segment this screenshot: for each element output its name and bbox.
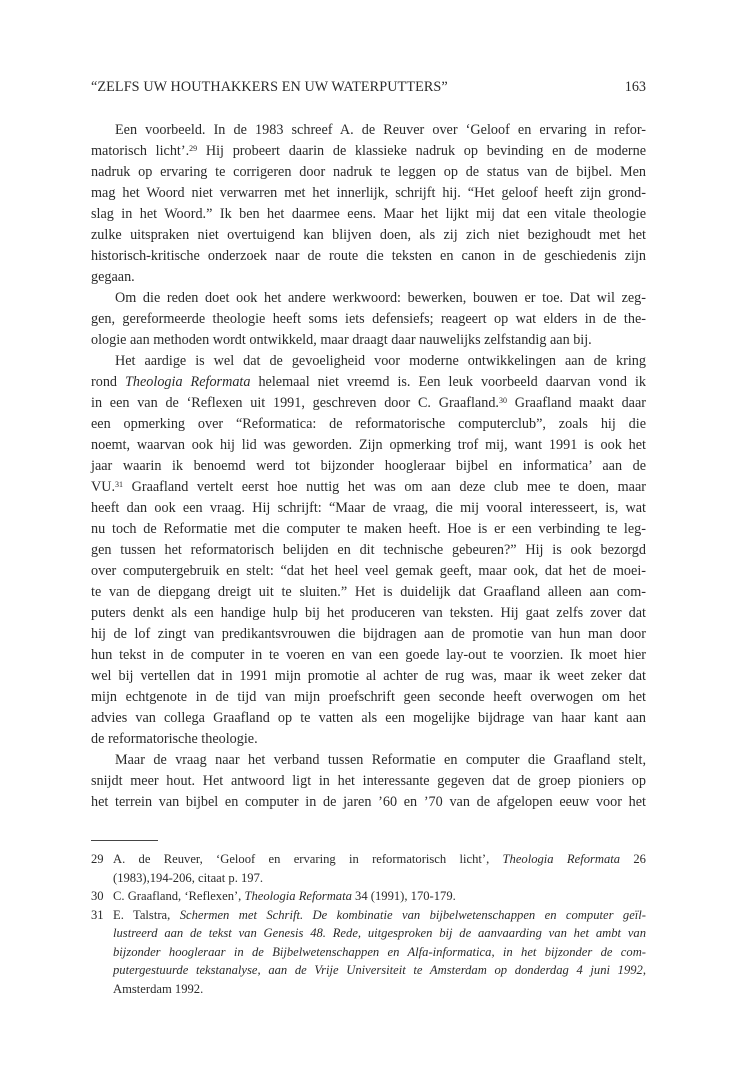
footnote-number: 31 [91, 907, 104, 922]
text-run: advies van collega Graafland op te vatten als een mogelijke bijdrage van haar kant aan [91, 710, 646, 726]
text-run: (1983),194-206, citaat p. 197. [113, 870, 264, 885]
text-run: matorisch licht’. [91, 143, 190, 159]
text-line [91, 141, 646, 162]
text-line [91, 750, 646, 771]
text-run: Om die reden doet ook het andere werkwoord: bewerken, bouwen er toe. Dat wil zeg- [115, 290, 646, 306]
italic-text: Theologia Reformata [125, 374, 251, 390]
text-run: Hij probeert daarin de klassieke nadruk op bevinding en de moderne [197, 143, 647, 159]
footnote-line [91, 924, 646, 943]
text-line [91, 393, 646, 414]
text-line [91, 288, 646, 309]
text-run: 34 (1991), 170-179. [351, 889, 456, 903]
footnote-separator [91, 840, 158, 841]
text-run: nu toch de Reformatie met die computer te maken heeft. Hoe is er een verbinding te leg- [91, 521, 646, 537]
text-run: helemaal niet vreemd is. Een leuk voorbeeld daarvan vond ik [250, 374, 646, 390]
text-run: in een van de ‘Reflexen uit 1991, geschreven door C. Graafland. [91, 395, 499, 411]
running-title: “ZELFS UW HOUTHAKKERS EN UW WATERPUTTERS” [91, 79, 448, 95]
text-run: rond [91, 374, 126, 390]
text-line [91, 246, 646, 267]
footnote-reference: 31 [115, 480, 124, 489]
text-run: A. de Reuver, ‘Geloof en ervaring in reformatorisch licht’, [113, 852, 503, 866]
text-run: puters denkt als een handige hulp bij het produceren van teksten. Hij gaat zelfs zover dat [91, 605, 646, 621]
text-run: jaar waarin ik benoemd werd tot bijzonder hoogleraar bijbel en informatica’ aan de [91, 458, 646, 474]
text-run: VU. [91, 479, 116, 495]
text-run: wel bij vertellen dat in 1991 mijn promotie al achter de rug was, maar ik weet zeker dat [91, 668, 646, 684]
footnote-line [91, 850, 646, 869]
text-line [91, 225, 646, 246]
body-text [91, 120, 646, 813]
text-run: nadruk op ervaring te corrigeren door nadruk te leggen op de status van de bijbel. Men [91, 164, 646, 180]
italic-text: lustreerd aan de tekst van Genesis 48. Rede, uitgesproken bij de aanvaarding van het ambt van [113, 926, 646, 940]
text-run: over computergebruik en stelt: “dat het heel veel gemak geeft, maar ook, dat het de moei- [91, 563, 646, 579]
italic-text: bijzonder hoogleraar in de Bijbelwetenschappen en Alfa-informatica, in het bijzonder de com- [113, 944, 646, 959]
text-run: hij de lof zingt van predikantsvrouwen die bijdragen aan de promotie van hun man door [91, 626, 646, 642]
text-line [91, 624, 646, 645]
text-line [91, 687, 646, 708]
footnote-reference: 30 [498, 396, 507, 405]
text-line [91, 414, 646, 435]
page-number: 163 [624, 79, 646, 95]
text-line [91, 498, 646, 519]
text-line [91, 120, 646, 141]
text-line [91, 519, 646, 540]
text-run: Graafland vertelt eerst hoe nuttig het was om aan deze club mee te doen, maar [123, 479, 646, 495]
footnote-reference: 29 [189, 144, 198, 153]
italic-text: Theologia Reformata [502, 852, 621, 866]
text-line [91, 267, 646, 288]
text-line [91, 435, 646, 456]
italic-text: putergestuurde tekstanalyse, aan de Vrije Universiteit te Amsterdam op donderdag 4 juni 1992 [113, 963, 643, 977]
italic-text: Schermen met Schrift. De kombinatie van bijbelwetenschappen en computer geïl- [179, 907, 646, 922]
text-run: C. Graafland, ‘Reflexen’, [113, 889, 245, 903]
text-line [91, 666, 646, 687]
text-run: hun tekst in de computer in te voeren en van een goede lay-out te voorzien. Ik moet hier [91, 647, 646, 663]
text-line [91, 372, 646, 393]
text-run: mag het Woord niet verwarren met het innerlijk, schrijft hij. “Het geloof heeft zijn grond- [91, 185, 646, 201]
text-run: snijdt meer hout. Het antwoord ligt in het interessante gegeven dat de groep pioniers op [91, 773, 646, 789]
text-line [91, 330, 646, 351]
text-run: een opmerking over “Reformatica: de reformatorische computerclub”, zoals hij die [91, 416, 646, 432]
text-line [91, 729, 646, 750]
text-run: 26 [620, 852, 646, 866]
footnote-line [91, 961, 646, 980]
footnote-line [91, 943, 646, 962]
text-run: Maar de vraag naar het verband tussen Reformatie en computer die Graafland stelt, [115, 752, 646, 768]
text-run: ologie aan methoden wordt ontwikkeld, maar draagt daar nauwelijks zelfstandig aan bij. [91, 332, 592, 348]
text-run: mijn echtgenote in de tijd van mijn proefschrift geen seconde heeft overwogen om het [91, 689, 646, 705]
text-line [91, 708, 646, 729]
text-run: heeft dan ook een vraag. Hij schrijft: “Maar de vraag, die mij vooral interesseert, is, wat [91, 500, 646, 516]
text-line [91, 792, 646, 813]
text-run: E. Talstra, [113, 907, 180, 922]
footnote-line [91, 887, 646, 906]
italic-text: Theologia Reformata [244, 889, 352, 903]
text-line [91, 309, 646, 330]
text-line [91, 561, 646, 582]
text-line [91, 456, 646, 477]
text-line [91, 477, 646, 498]
text-line [91, 540, 646, 561]
text-run: gegaan. [91, 269, 135, 285]
text-run: gen tussen het reformatorisch belijden en dit technische gebeuren?” Hij is ook bezorgd [91, 542, 646, 558]
footnote-line [91, 869, 646, 888]
text-line [91, 351, 646, 372]
text-run: Het aardige is wel dat de gevoeligheid voor moderne ontwikkelingen aan de kring [115, 353, 646, 369]
text-line [91, 771, 646, 792]
text-run: , [642, 963, 646, 977]
text-run: slag in het Woord.” Ik ben het daarmee eens. Maar het lijkt mij dat een vitale theologie [91, 206, 646, 222]
text-run: het terrein van bijbel en computer in de jaren ’60 en ’70 van de afgelopen eeuw voor het [91, 794, 646, 810]
footnote-line [91, 980, 646, 999]
footnote-line [91, 906, 646, 925]
text-run: historisch-kritische onderzoek naar de route die teksten en canon in de geschiedenis zijn [91, 248, 646, 264]
footnote-number: 29 [91, 852, 104, 866]
text-line [91, 645, 646, 666]
text-run: de reformatorische theologie. [91, 731, 258, 747]
text-run: Graafland maakt daar [506, 395, 646, 411]
text-run: Een voorbeeld. In de 1983 schreef A. de Reuver over ‘Geloof en ervaring in refor- [115, 122, 646, 138]
text-run: noemt, waarvan ook hij lid was geworden. Zijn opmerking trof mij, want 1991 is ook het [91, 437, 646, 453]
footnotes [91, 850, 646, 998]
text-run: zulke uitspraken niet overtuigend kan blijven doen, als zij zich niet bezighoudt met het [91, 227, 646, 243]
text-line [91, 582, 646, 603]
text-line [91, 183, 646, 204]
footnote-number: 30 [91, 889, 104, 903]
text-run: gen, gereformeerde theologie heeft soms iets defensiefs; reageert op wat elders in de the- [91, 311, 646, 327]
text-run: te van de diepgang dreigt uit te sluiten.” Het is duidelijk dat Graafland alleen aan com- [91, 584, 646, 600]
text-line [91, 162, 646, 183]
text-run: Amsterdam 1992. [113, 981, 204, 996]
text-line [91, 204, 646, 225]
text-line [91, 603, 646, 624]
